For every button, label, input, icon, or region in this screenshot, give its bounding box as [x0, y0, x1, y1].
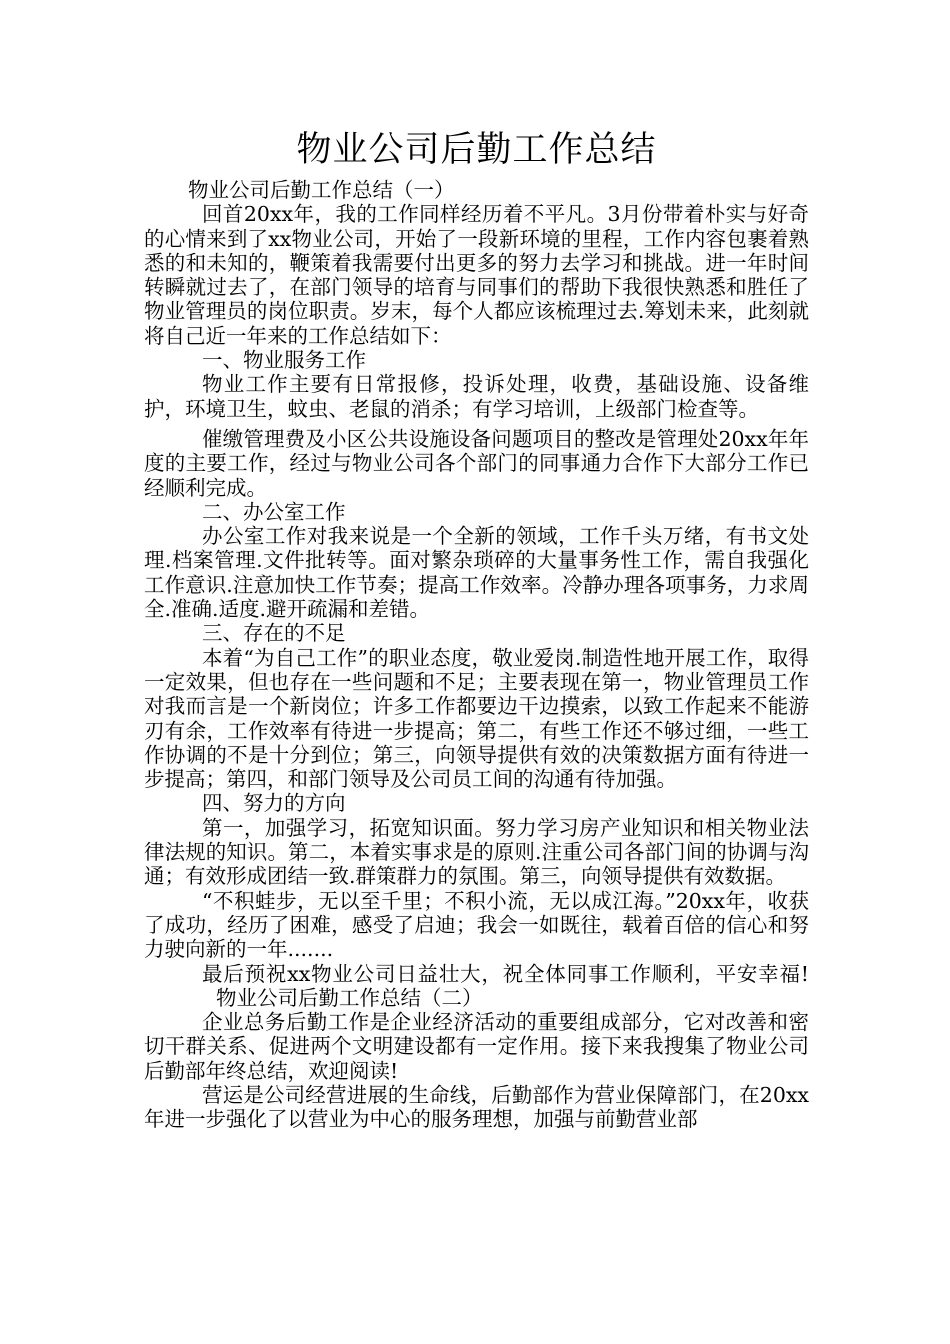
heading-office-work: 二、办公室工作 [202, 499, 346, 524]
part2-paragraph-2: 营运是公司经营进展的生命线，后勤部作为营业保障部门，在20xx年进一步强化了以营业为中心的服务理想，加强与前勤营业部 [144, 1082, 809, 1132]
quote-paragraph: “不积蛙步，无以至千里；不积小流，无以成江海。”20xx年，收获了成功，经历了困难，感受了启迪；我会一如既往，载着百倍的信心和努力驶向新的一年....... [144, 888, 809, 962]
document-title: 物业公司后勤工作总结 [296, 130, 657, 170]
heading-direction: 四、努力的方向 [202, 791, 346, 816]
heading-shortcomings: 三、存在的不足 [202, 621, 346, 646]
service-work-paragraph-1: 物业工作主要有日常报修，投诉处理，收费，基础设施、设备维护，环境卫生，蚊虫、老鼠的消杀；有学习培训，上级部门检查等。 [144, 372, 809, 421]
shortcomings-paragraph: 本着“为自己工作”的职业态度，敬业爱岗.制造性地开展工作，取得一定效果，但也存在一些问题和不足；主要表现在第一，物业管理员工作对我而言是一个新岗位；许多工作都要边干边摸索，以致工作起来不能游刃有余，工作效率有待进一步提高；第二，有些工作还不够过细，一些工作协调的不是十分到位；第三，向领导提供有效的决策数据方面有待进一步提高；第四，和部门领导及公司员工间的沟通有待加强。 [144, 645, 809, 792]
section-subtitle-2: 物业公司后勤工作总结（二） [216, 985, 483, 1010]
document-body [144, 178, 809, 1132]
document-page [144, 126, 809, 1132]
section-subtitle-1: 物业公司后勤工作总结（一） [188, 178, 455, 202]
part2-paragraph-1: 企业总务后勤工作是企业经济活动的重要组成部分，它对改善和密切干群关系、促进两个文明建设都有一定作用。接下来我搜集了物业公司后勤部年终总结，欢迎阅读! [144, 1010, 809, 1083]
office-work-paragraph: 办公室工作对我来说是一个全新的领域，工作千头万绪，有书文处理.档案管理.文件批转等。面对繁杂琐碎的大量事务性工作，需自我强化工作意识.注意加快工作节奏；提高工作效率。冷静办理各项事务，力求周全.准确.适度.避开疏漏和差错。 [144, 524, 809, 622]
closing-wish-paragraph [144, 962, 809, 1011]
closing-wish-text: 最后预祝xx物业公司日益壮大，祝全体同事工作顺利，平安幸福! [202, 961, 809, 986]
heading-service-work: 一、物业服务工作 [202, 348, 366, 373]
direction-paragraph: 第一，加强学习，拓宽知识面。努力学习房产业知识和相关物业法律法规的知识。第二，本着实事求是的原则.注重公司各部门间的协调与沟通；有效形成团结一致.群策群力的氛围。第三，向领导提供有效数据。 [144, 815, 809, 889]
intro-paragraph: 回首20xx年，我的工作同样经历着不平凡。3月份带着朴实与好奇的心情来到了xx物业公司，开始了一段新环境的里程，工作内容包裹着熟悉的和未知的，鞭策着我需要付出更多的努力去学习和挑战。进一年时间转瞬就过去了，在部门领导的培育与同事们的帮助下我很快熟悉和胜任了物业管理员的岗位职责。岁末，每个人都应该梳理过去.筹划未来，此刻就将自己近一年来的工作总结如下： [144, 202, 809, 348]
service-work-paragraph-2: 催缴管理费及小区公共设施设备问题项目的整改是管理处20xx年年度的主要工作，经过与物业公司各个部门的同事通力合作下大部分工作已经顺利完成。 [144, 426, 809, 500]
